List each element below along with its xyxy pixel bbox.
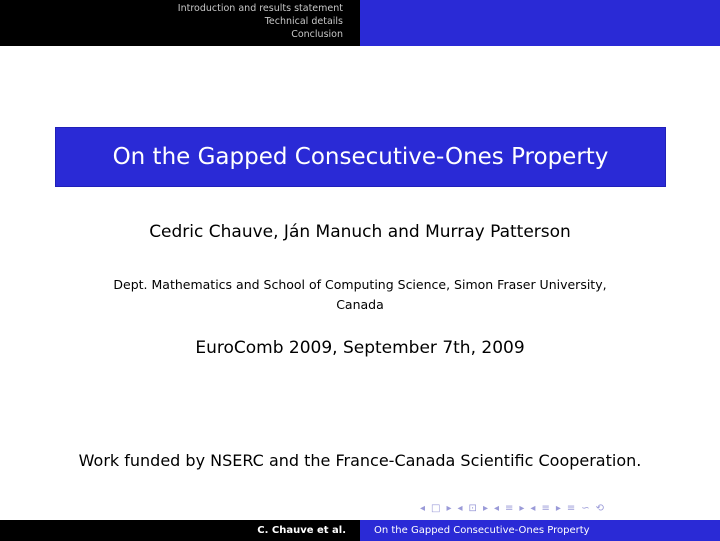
section-navigation <box>0 0 360 46</box>
footline-author: C. Chauve et al. <box>0 520 360 541</box>
section-icon[interactable]: ≡ <box>505 502 514 514</box>
section-forward-icon[interactable]: ▸ <box>519 502 525 514</box>
subsection-icon[interactable]: ⊡ <box>468 502 477 514</box>
institute-line-1: Dept. Mathematics and School of Computing Science, Simon Fraser University, <box>113 277 607 292</box>
document-forward-icon[interactable]: ▸ <box>555 502 561 514</box>
navigation-symbols <box>420 500 604 516</box>
nav-section-technical-details[interactable]: Technical details <box>264 16 343 27</box>
undo-icon[interactable]: ⟲ <box>595 502 605 514</box>
search-icon[interactable]: ∽ <box>581 502 590 514</box>
funding-note: Work funded by NSERC and the France-Canada Scientific Cooperation. <box>78 451 642 470</box>
headline-bar <box>0 0 720 46</box>
authors: Cedric Chauve, Ján Manuch and Murray Patterson <box>149 222 571 242</box>
frame-icon[interactable]: □ <box>431 502 441 514</box>
outline-icon[interactable]: ≡ <box>566 502 576 514</box>
frame-back-icon[interactable]: ◂ <box>420 502 426 514</box>
headline-blue-panel <box>360 0 720 46</box>
slide-title: On the Gapped Consecutive-Ones Property <box>56 128 665 186</box>
nav-section-conclusion[interactable]: Conclusion <box>291 29 343 40</box>
footline-title: On the Gapped Consecutive-Ones Property <box>360 520 720 541</box>
document-back-icon[interactable]: ◂ <box>530 502 536 514</box>
institute-line-2: Canada <box>336 297 384 312</box>
presentation-date: EuroComb 2009, September 7th, 2009 <box>195 338 525 358</box>
document-icon[interactable]: ≡ <box>541 502 550 514</box>
section-back-icon[interactable]: ◂ <box>493 502 499 514</box>
subsection-back-icon[interactable]: ◂ <box>457 502 463 514</box>
institute <box>70 275 650 315</box>
subsection-forward-icon[interactable]: ▸ <box>482 502 488 514</box>
nav-section-introduction[interactable]: Introduction and results statement <box>177 3 343 14</box>
frame-forward-icon[interactable]: ▸ <box>446 502 452 514</box>
footline-bar <box>0 520 720 541</box>
